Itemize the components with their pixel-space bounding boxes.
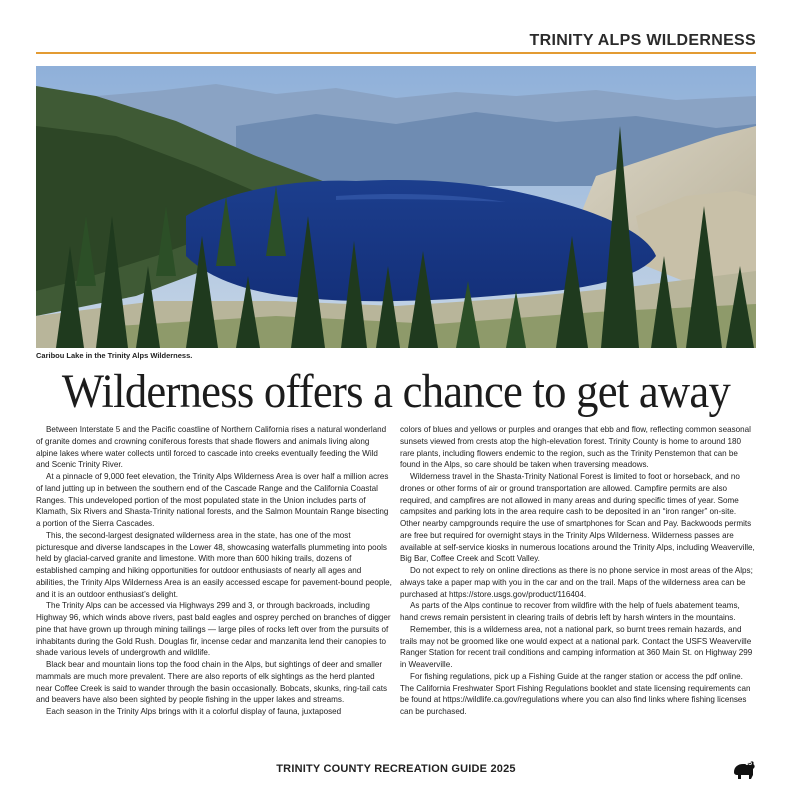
landscape-photo-icon (36, 66, 756, 348)
paragraph: colors of blues and yellows or purples and oranges that ebb and flow, reflecting common seasonal sunsets viewed from crests atop the high-elevation forest. Trinity County is home to around 180 rare plants, including flowers endemic to the region, such as the Trinity Penstemon that can be found in the Alps, so care should be taken when traversing meadows. (400, 425, 751, 470)
paragraph: For fishing regulations, pick up a Fishing Guide at the ranger station or access the pdf online. The California Freshwater Sport Fishing Regulations booklet and state licensing requirements can be found at https://wildlife.ca.gov/regulations where you can also find links where fishing licenses can be purchased. (400, 671, 751, 716)
paragraph: Do not expect to rely on online directions as there is no phone service in most areas of the Alps; always take a paper map with you in the car and on the trail. Maps of the wilderness area can be purchased at https://store.usgs.gov/product/116404. (400, 566, 753, 599)
header-rule (36, 52, 756, 54)
paragraph: At a pinnacle of 9,000 feet elevation, the Trinity Alps Wilderness Area is over half a million acres of land jutting up in between the southern end of the Cascade Range and the California Coastal Ranges. This undeveloped portion of the most populated state in the Union includes parts of Klamath, Six Rivers and Shasta-Trinity national forests, and the Salmon Mountain Range bisecting a portion of the Sierra Cascades. (36, 472, 389, 528)
bear-icon (732, 758, 756, 780)
lake-photo (36, 66, 756, 348)
paragraph: Black bear and mountain lions top the food chain in the Alps, but sightings of deer and smaller mammals are much more prevalent. There are also reports of elk sightings as the herd planted near Coffee Creek is said to wander through the basin occasionally. Bobcats, skunks, ring-tail cats and beavers have also been sighted by people fishing in the upper lakes and streams. (36, 660, 388, 705)
photo-caption: Caribou Lake in the Trinity Alps Wilderness. (36, 351, 193, 360)
article-body (36, 424, 756, 750)
paragraph: Wilderness travel in the Shasta-Trinity National Forest is limited to foot or horseback, and no drones or other forms of air or ground transportation are allowed. Campfire permits are also required, and campfires are not allowed in many areas and during specific times of year. Some campsites and parking lots in the area require cash to be deposited in an “iron ranger” on-site. Other nearby campgrounds require the use of smartphones for Scan and Pay. Backwoods permits are free but required for overnight stays in the Trinity Alps Wilderness. Wilderness passes are available at self-service kiosks in numerous locations around the Trinity Alps, including Weaverville, Big Bar, Coffee Creek and Scott Valley. (400, 472, 755, 564)
section-header: TRINITY ALPS WILDERNESS (529, 32, 756, 49)
paragraph: Each season in the Trinity Alps brings with it a colorful display of fauna, juxtaposed (46, 707, 342, 716)
footer-title: TRINITY COUNTY RECREATION GUIDE 2025 (276, 763, 516, 775)
paragraph: Remember, this is a wilderness area, not a national park, so burnt trees remain hazards, and trails may not be groomed like one would expect at a national park. Contact the USFS Weaverville Ranger Station for recent trail conditions and camping information at 360 Main St. on Highway 299 in Weaverville. (400, 624, 753, 669)
paragraph: This, the second-largest designated wilderness area in the state, has one of the most picturesque and diverse landscapes in the Lower 48, showcasing waterfalls plummeting into pools held by glacial-carved granite and limestone. With more than 600 hiking trails, dozens of established camping and hiking opportunities for outdoor enthusiasts of nearly all ages and abilities, the Trinity Alps Wilderness Area is an easily accessed escape for pavement-bound people, and it is an outdoor enthusiast’s delight. (36, 530, 392, 599)
paragraph: The Trinity Alps can be accessed via Highways 299 and 3, or through backroads, including Highway 96, which winds above rivers, past bald eagles and osprey perched on branches of digger pine that have grown up through mining tailings — large piles of rocks left over from the pursuits of inhabitants during the Gold Rush. Douglas fir, incense cedar and manzanita lend their canopies to shade various levels of undergrowth and wildlife. (36, 601, 391, 658)
page-number: 35 (745, 761, 752, 767)
article-column-left (36, 424, 392, 750)
paragraph: As parts of the Alps continue to recover from wildfire with the help of fuels abatement teams, hand crews remain persistent in clearing trails of debris left by harsh winters in the mountains. (400, 601, 740, 622)
article-headline: Wilderness offers a chance to get away (61, 365, 731, 418)
paragraph: Between Interstate 5 and the Pacific coastline of Northern California rises a natural wonderland of granite domes and crowning coniferous forests that shade flowers and animals living along alpine lakes where water collects until forced to cascade into creeks eventually feeding the Wild and Scenic Trinity River. (36, 425, 387, 470)
article-column-right (400, 424, 756, 750)
